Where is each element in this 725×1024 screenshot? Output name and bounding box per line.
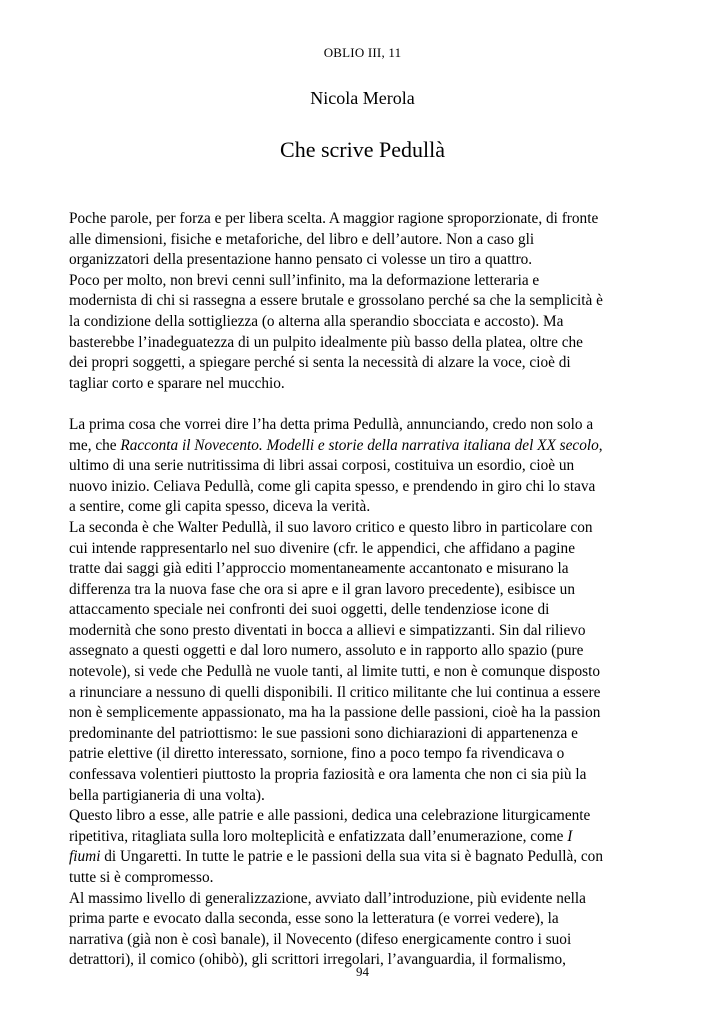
text-line: La prima cosa che vorrei dire l’ha detta prima Pedullà, annunciando, credo non solo a [69, 415, 594, 433]
text-line: prima parte e evocato dalla seconda, esse sono la letteratura (e vorrei vedere), la [69, 910, 559, 928]
text-line: notevole), si vede che Pedullà ne vuole tanti, al limite tutti, e non è comunque disposto [69, 663, 601, 681]
text-line: a sentire, come gli capita spesso, diceva la verità. [69, 498, 371, 516]
text-line: attaccamento speciale nei confronti dei suoi oggetti, delle tendenziose icone di [69, 601, 550, 619]
text-line: patrie elettive (il diretto interessato, sornione, fino a poco tempo fa rivendicava o [69, 745, 565, 763]
text-line: dei propri soggetti, a spiegare perché si senta la necessità di alzare la voce, cioè di [69, 354, 571, 372]
text-run: , [598, 436, 603, 454]
paragraph-5 [69, 806, 659, 888]
paragraph-3 [69, 415, 659, 518]
running-head: OBLIO III, 11 [323, 45, 402, 60]
paragraph-2 [69, 271, 659, 395]
text-line: bella partigianeria di una volta). [69, 786, 265, 804]
text-line: nuovo inizio. Celiava Pedullà, come gli capita spesso, e prendendo in giro chi lo stava [69, 477, 596, 495]
text-line: organizzatori della presentazione hanno pensato ci volesse un tiro a quattro. [69, 251, 533, 269]
text-line: detrattori), il comico (ohibò), gli scrittori irregolari, l’avanguardia, il formalismo, [69, 951, 566, 969]
text-line: differenza tra la nuova fase che ora si apre e il gran lavoro precedente), esibisce un [69, 580, 575, 598]
text-line: modernità che sono presto diventati in bocca a allievi e simpatizzanti. Sin dal rilievo [69, 621, 586, 639]
text-line: predominante del patriottismo: le sue passioni sono dichiarazioni di appartenenza e [69, 724, 578, 742]
text-line [69, 847, 659, 868]
book-title: I [567, 827, 573, 845]
text-line: confessava volentieri piuttosto la propria faziosità e ora lamenta che non ci sia più la [69, 766, 587, 784]
text-line: a rinunciare a nessuno di quelli disponibili. Il critico militante che lui continua a essere [69, 683, 601, 701]
text-line: basterebbe l’inadeguatezza di un pulpito idealmente più basso della platea, oltre che [69, 333, 583, 351]
text-line: modernista di chi si rassegna a essere brutale e grossolano perché sa che la semplicità è [69, 292, 603, 310]
text-line: Al massimo livello di generalizzazione, avviato dall’introduzione, più evidente nella [69, 889, 586, 907]
paragraph-gap [69, 394, 659, 415]
text-run: me, che [69, 436, 121, 454]
text-run: ripetitiva, ritagliata sulla loro molteplicità e enfatizzata dall’enumerazione, come [69, 827, 568, 845]
text-run: di Ungaretti. In tutte le patrie e le passioni della sua vita si è bagnato Pedullà, con [100, 848, 603, 866]
text-line: Poche parole, per forza e per libera scelta. A maggior ragione sproporzionate, di fronte [69, 210, 599, 227]
author-name: Nicola Merola [310, 88, 415, 108]
text-line [69, 827, 659, 848]
text-line: tutte si è compromesso. [69, 869, 214, 886]
text-line: tagliar corto e sparare nel mucchio. [69, 374, 285, 392]
paragraph-4 [69, 518, 659, 806]
text-line: non è semplicemente appassionato, ma ha la passione delle passioni, cioè ha la passion [69, 704, 601, 722]
book-title: fiumi [69, 848, 101, 866]
paragraph-6 [69, 889, 659, 971]
book-title: Racconta il Novecento. Modelli e storie della narrativa italiana del XX secolo [120, 436, 599, 454]
text-line: cui intende rappresentarlo nel suo divenire (cfr. le appendici, che affidano a pagine [69, 539, 575, 557]
text-line [69, 436, 659, 457]
page-number: 94 [356, 964, 369, 979]
text-line: narrativa (già non è così banale), il Novecento (difeso energicamente contro i suoi [69, 930, 572, 948]
text-line: La seconda è che Walter Pedullà, il suo lavoro critico e questo libro in particolare con [69, 518, 593, 536]
text-line: la condizione della sottigliezza (o alterna alla sperandio sbocciata e accosto). Ma [69, 312, 564, 330]
text-line: Questo libro a esse, alle patrie e alle passioni, dedica una celebrazione liturgicamente [69, 807, 591, 825]
text-line: tratte dai saggi già editi l’approccio momentaneamente accantonato e misurano la [69, 560, 569, 578]
paragraph-1 [69, 209, 659, 271]
text-line: Poco per molto, non brevi cenni sull’infinito, ma la deformazione letteraria e [69, 271, 540, 289]
text-line: ultimo di una serie nutritissima di libri assai corposi, costituiva un esordio, cioè un [69, 457, 575, 475]
text-line: assegnato a questi oggetti e dal loro numero, assoluto e in rapporto allo spazio (pure [69, 642, 584, 660]
text-line: alle dimensioni, fisiche e metaforiche, del libro e dell’autore. Non a caso gli [69, 230, 535, 248]
body-text [69, 209, 659, 971]
article-title: Che scrive Pedullà [280, 137, 445, 162]
